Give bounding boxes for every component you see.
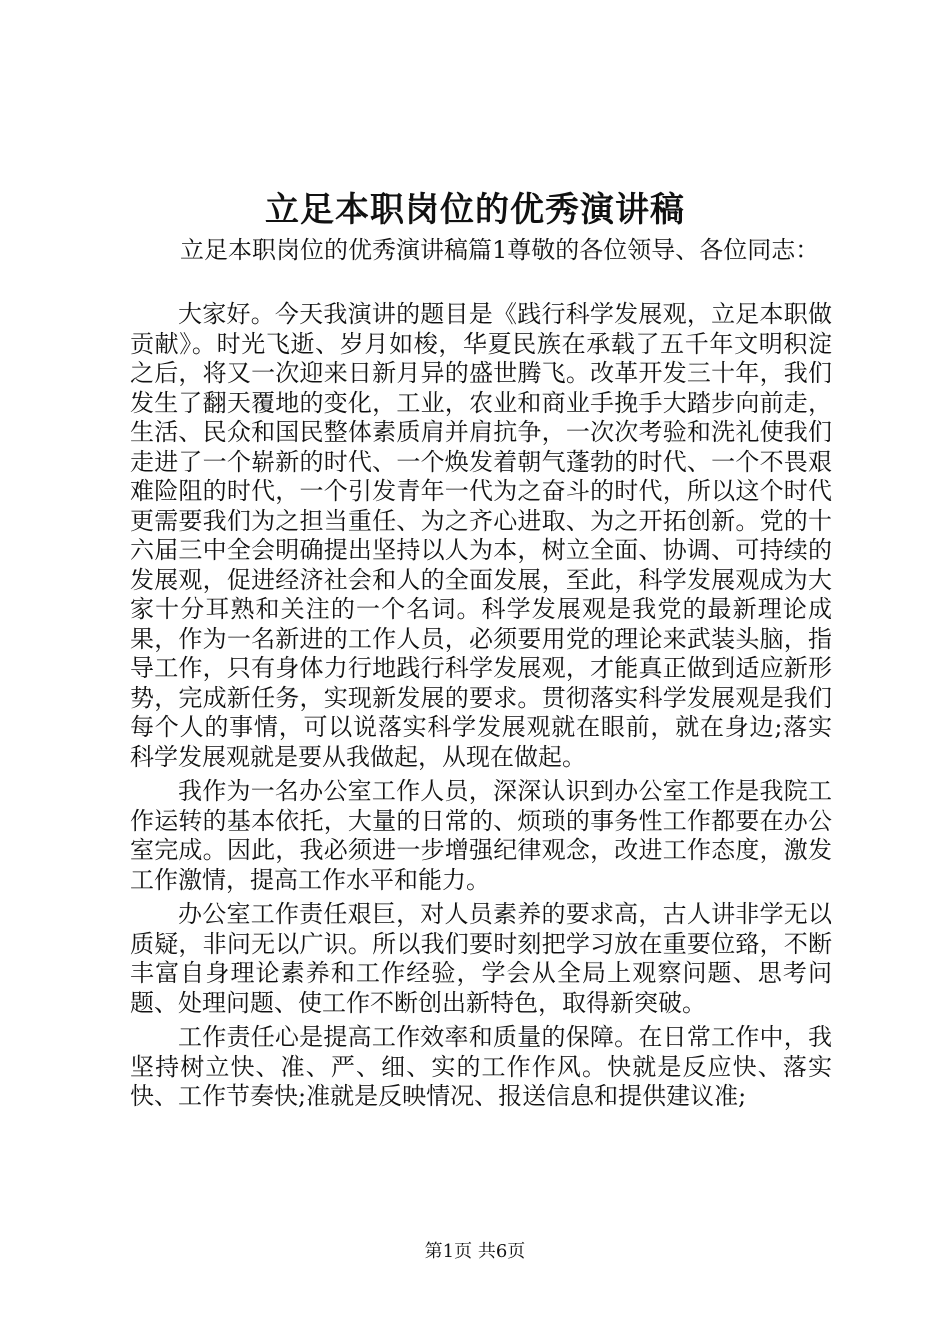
document-body bbox=[130, 300, 832, 1117]
paragraph: 办公室工作责任艰巨，对人员素养的要求高，古人讲非学无以质疑，非问无以广识。所以我们要时刻把学习放在重要位臵，不断丰富自身理论素养和工作经验，学会从全局上观察问题、思考问题、处理问题、使工作不断创出新特色，取得新突破。 bbox=[130, 900, 832, 1017]
paragraph: 工作责任心是提高工作效率和质量的保障。在日常工作中，我坚持树立快、准、严、细、实的工作作风。快就是反应快、落实快、工作节奏快;准就是反映情况、报送信息和提供建议准; bbox=[130, 1023, 832, 1110]
intro-line: 立足本职岗位的优秀演讲稿篇1尊敬的各位领导、各位同志： bbox=[180, 236, 820, 264]
paragraph: 大家好。今天我演讲的题目是《践行科学发展观，立足本职做贡献》。时光飞逝、岁月如梭，华夏民族在承载了五千年文明积淀之后，将又一次迎来日新月异的盛世腾飞。改革开发三十年，我们发生了翻天覆地的变化，工业，农业和商业手挽手大踏步向前走，生活、民众和国民整体素质肩并肩抗争，一次次考验和洗礼使我们走进了一个崭新的时代、一个焕发着朝气蓬勃的时代、一个不畏艰难险阻的时代，一个引发青年一代为之奋斗的时代，所以这个时代更需要我们为之担当重任、为之齐心进取、为之开拓创新。党的十六届三中全会明确提出坚持以人为本，树立全面、协调、可持续的发展观，促进经济社会和人的全面发展，至此，科学发展观成为大家十分耳熟和关注的一个名词。科学发展观是我党的最新理论成果，作为一名新进的工作人员，必须要用党的理论来武装头脑，指导工作，只有身体力行地践行科学发展观，才能真正做到适应新形势，完成新任务，实现新发展的要求。贯彻落实科学发展观是我们每个人的事情，可以说落实科学发展观就在眼前，就在身边;落实科学发展观就是要从我做起，从现在做起。 bbox=[130, 300, 832, 771]
document-title: 立足本职岗位的优秀演讲稿 bbox=[265, 190, 685, 230]
paragraph: 我作为一名办公室工作人员，深深认识到办公室工作是我院工作运转的基本依托，大量的日常的、烦琐的事务性工作都要在办公室完成。因此，我必须进一步增强纪律观念，改进工作态度，激发工作激情，提高工作水平和能力。 bbox=[130, 777, 832, 894]
page-footer: 第1页 共6页 bbox=[424, 1241, 526, 1262]
